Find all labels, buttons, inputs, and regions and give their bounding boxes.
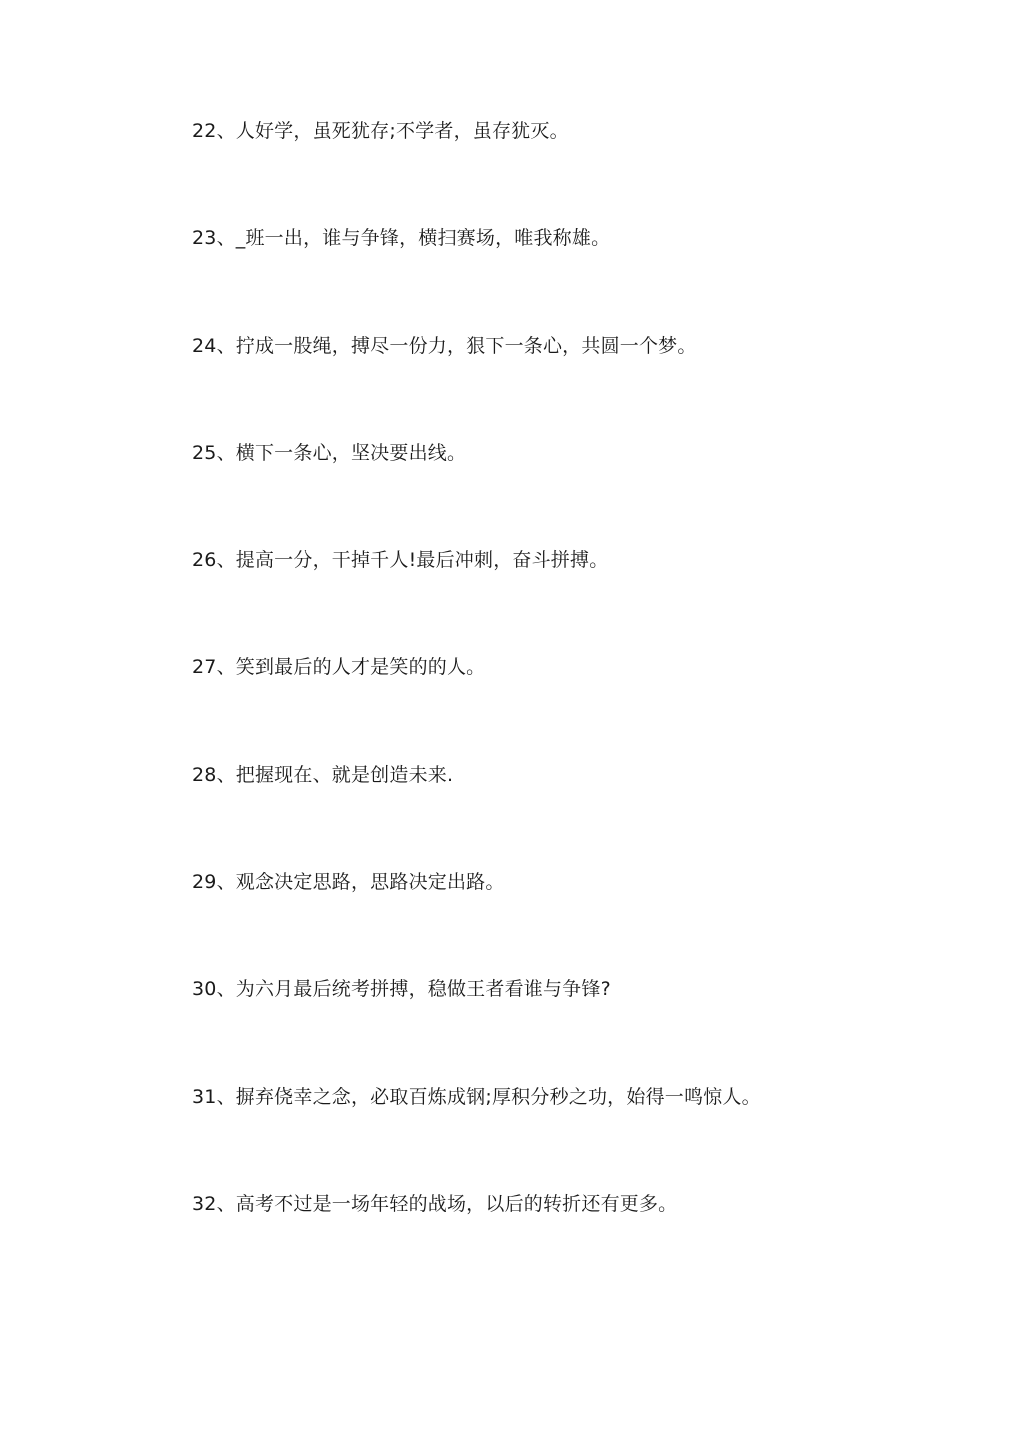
item-number: 27 xyxy=(192,656,217,679)
item-separator: 、 xyxy=(216,656,236,679)
item-separator: 、 xyxy=(216,1192,236,1215)
item-number: 28 xyxy=(192,763,217,786)
item-text: 观念决定思路，思路决定出路。 xyxy=(235,871,505,894)
list-item xyxy=(192,541,952,648)
list-item xyxy=(192,970,952,1077)
item-number: 25 xyxy=(192,441,217,464)
item-separator: 、 xyxy=(216,978,236,1001)
item-text: 把握现在、就是创造未来. xyxy=(235,763,454,786)
item-separator: 、 xyxy=(216,227,236,250)
item-number: 22 xyxy=(192,120,217,142)
list-item xyxy=(192,756,952,863)
item-text: 高考不过是一场年轻的战场，以后的转折还有更多。 xyxy=(235,1192,678,1215)
item-number: 32 xyxy=(192,1192,217,1215)
list-item xyxy=(192,219,952,326)
item-number: 26 xyxy=(192,549,217,572)
list-item xyxy=(192,327,952,434)
item-text: 拧成一股绳，搏尽一份力，狠下一条心，共圆一个梦。 xyxy=(235,334,697,357)
item-number: 30 xyxy=(192,978,217,1001)
item-text: 提高一分，干掉千人!最后冲刺，奋斗拼搏。 xyxy=(235,549,609,572)
item-separator: 、 xyxy=(216,549,236,572)
item-number: 31 xyxy=(192,1085,217,1108)
item-separator: 、 xyxy=(216,120,236,142)
item-text: 横下一条心，坚决要出线。 xyxy=(235,441,467,464)
list-item xyxy=(192,1185,952,1292)
item-number: 24 xyxy=(192,334,217,357)
list-item xyxy=(192,1078,952,1185)
item-separator: 、 xyxy=(216,334,236,357)
item-text: 为六月最后统考拼搏，稳做王者看谁与争锋? xyxy=(235,978,611,1001)
list-item xyxy=(192,112,952,219)
list-item xyxy=(192,648,952,755)
item-separator: 、 xyxy=(216,763,236,786)
item-text: 摒弃侥幸之念，必取百炼成钢;厚积分秒之功，始得一鸣惊人。 xyxy=(235,1085,761,1108)
item-text: _班一出，谁与争锋，横扫赛场，唯我称雄。 xyxy=(235,227,611,250)
item-separator: 、 xyxy=(216,871,236,894)
item-separator: 、 xyxy=(216,1085,236,1108)
slogan-list xyxy=(192,112,952,1292)
list-item xyxy=(192,434,952,541)
list-item xyxy=(192,863,952,970)
item-separator: 、 xyxy=(216,441,236,464)
item-number: 23 xyxy=(192,227,217,250)
item-text: 人好学，虽死犹存;不学者，虽存犹灭。 xyxy=(235,120,569,142)
item-text: 笑到最后的人才是笑的的人。 xyxy=(235,656,486,679)
item-number: 29 xyxy=(192,871,217,894)
